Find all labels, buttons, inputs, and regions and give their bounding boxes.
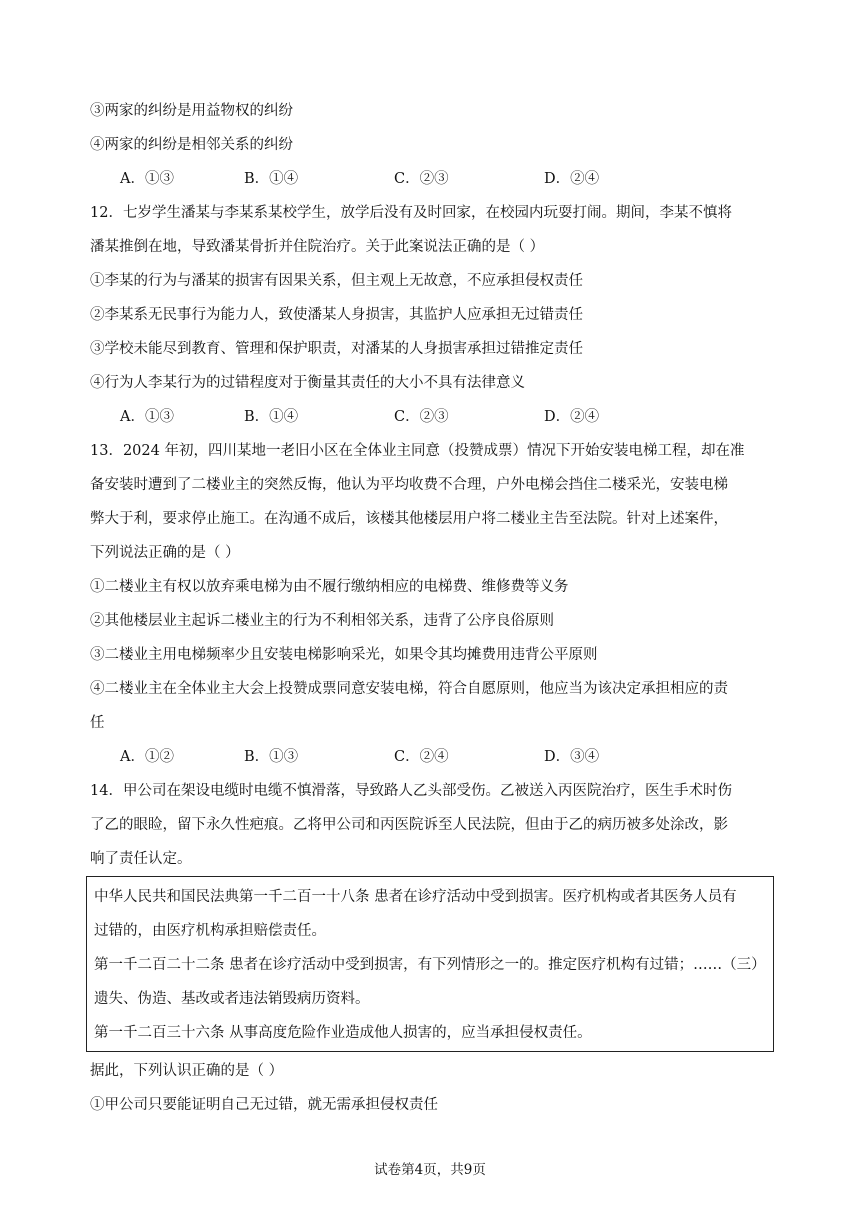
statement-4: ④两家的纠纷是相邻关系的纠纷 [90, 137, 293, 153]
q13-statement-3: ③二楼业主用电梯频率少且安装电梯影响采光，如果令其均摊费用违背公平原则 [90, 647, 598, 663]
q14-statement-1: ①甲公司只要能证明自己无过错，就无需承担侵权责任 [90, 1097, 438, 1113]
option-a: A．①③ [120, 409, 174, 425]
option-c: C．②④ [394, 749, 449, 765]
q14-stem-line-3: 响了责任认定。 [90, 851, 192, 867]
legal-text-line-1: 中华人民共和国民法典第一千二百一十八条 患者在诊疗活动中受到损害。医疗机构或者其医务人员有 [94, 889, 737, 905]
legal-text-line-4: 遗失、伪造、基改或者违法销毁病历资料。 [94, 991, 370, 1007]
option-d: D．②④ [544, 171, 600, 187]
legal-text-line-3: 第一千二百二十二条 患者在诊疗活动中受到损害，有下列情形之一的。推定医疗机构有过错；……（三） [94, 957, 766, 973]
q13-statement-2: ②其他楼层业主起诉二楼业主的行为不利相邻关系，违背了公序良俗原则 [90, 613, 554, 629]
option-d: D．③④ [544, 749, 600, 765]
option-c: C．②③ [394, 409, 449, 425]
q12-statement-2: ②李某系无民事行为能力人，致使潘某人身损害，其监护人应承担无过错责任 [90, 307, 583, 323]
option-b: B．①③ [244, 749, 299, 765]
q12-statement-3: ③学校未能尽到教育、管理和保护职责，对潘某的人身损害承担过错推定责任 [90, 341, 583, 357]
q14-question-prompt: 据此，下列认识正确的是（ ） [90, 1063, 284, 1079]
q14-stem-line-1: 14．甲公司在架设电缆时电缆不慎滑落，导致路人乙头部受伤。乙被送入丙医院治疗，医生手术时伤 [90, 783, 732, 799]
q13-stem-line-2: 备安装时遭到了二楼业主的突然反悔，他认为平均收费不合理，户外电梯会挡住二楼采光，安装电梯 [90, 477, 728, 493]
option-b: B．①④ [244, 409, 299, 425]
q12-statement-1: ①李某的行为与潘某的损害有因果关系，但主观上无故意，不应承担侵权责任 [90, 273, 583, 289]
legal-text-line-5: 第一千二百三十六条 从事高度危险作业造成他人损害的，应当承担侵权责任。 [94, 1025, 592, 1041]
option-d: D．②④ [544, 409, 600, 425]
q12-stem-line-1: 12．七岁学生潘某与李某系某校学生，放学后没有及时回家，在校园内玩耍打闹。期间，李某不慎将 [90, 205, 732, 221]
q12-statement-4: ④行为人李某行为的过错程度对于衡量其责任的大小不具有法律意义 [90, 375, 525, 391]
option-c: C．②③ [394, 171, 449, 187]
q12-stem-line-2: 潘某推倒在地，导致潘某骨折并住院治疗。关于此案说法正确的是（ ） [90, 239, 545, 255]
q14-stem-line-2: 了乙的眼睑，留下永久性疤痕。乙将甲公司和丙医院诉至人民法院，但由于乙的病历被多处涂改，影 [90, 817, 728, 833]
q13-stem-line-3: 弊大于利，要求停止施工。在沟通不成后，该楼其他楼层用户将二楼业主告至法院。针对上述案件， [90, 511, 728, 527]
q13-statement-1: ①二楼业主有权以放弃乘电梯为由不履行缴纳相应的电梯费、维修费等义务 [90, 579, 569, 595]
q13-statement-4-cont: 任 [90, 715, 105, 731]
legal-text-box [86, 876, 774, 1052]
page-footer: 试卷第4页，共9页 [374, 1162, 486, 1178]
option-a: A．①③ [120, 171, 174, 187]
option-b: B．①④ [244, 171, 299, 187]
q13-statement-4: ④二楼业主在全体业主大会上投赞成票同意安装电梯，符合自愿原则，他应当为该决定承担相应的责 [90, 681, 728, 697]
statement-3: ③两家的纠纷是用益物权的纠纷 [90, 103, 293, 119]
option-a: A．①② [120, 749, 174, 765]
q13-stem-line-1: 13．2024 年初，四川某地一老旧小区在全体业主同意（投赞成票）情况下开始安装电梯工程，却在准 [90, 443, 745, 459]
q13-stem-line-4: 下列说法正确的是（ ） [90, 545, 240, 561]
legal-text-line-2: 过错的，由医疗机构承担赔偿责任。 [94, 923, 326, 939]
